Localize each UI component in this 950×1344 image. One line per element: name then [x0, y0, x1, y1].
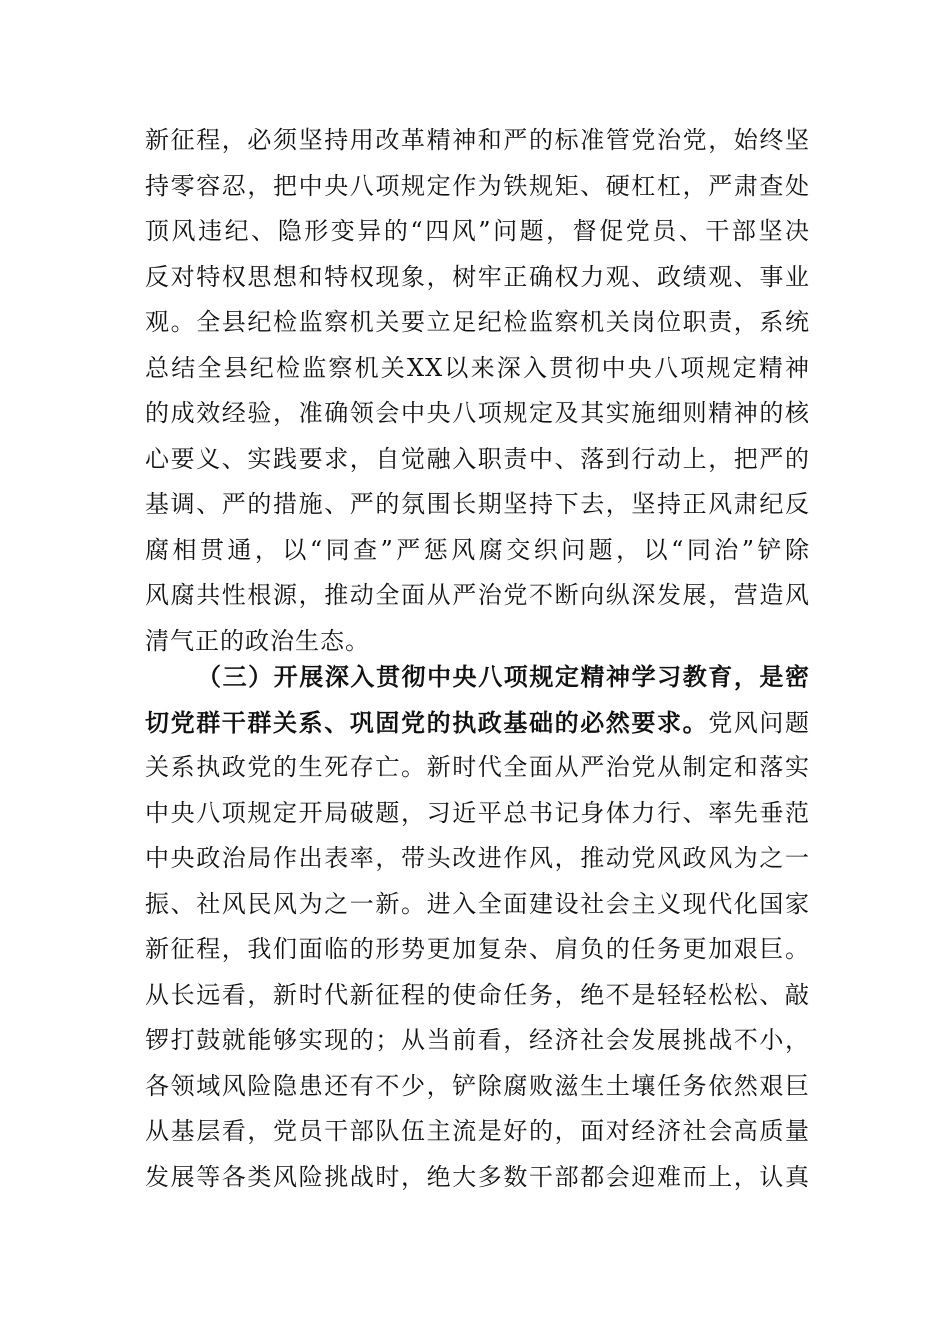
text-line: 腐相贯通，以“同查”严惩风腐交织问题，以“同治”铲除: [145, 535, 810, 564]
text-line: 总结全县纪检监察机关XX以来深入贯彻中央八项规定精神: [145, 353, 810, 382]
paragraph-section-three: [145, 654, 810, 1200]
text-line: 振、社风民风为之一新。进入全面建设社会主义现代化国家: [145, 889, 810, 918]
text-line: 反对特权思想和特权现象，树牢正确权力观、政绩观、事业: [145, 262, 810, 291]
text-line: 从基层看，党员干部队伍主流是好的，面对经济社会高质量: [145, 1117, 810, 1145]
section-body-text: 党风问题: [708, 708, 811, 737]
text-line: 新征程，必须坚持用改革精神和严的标准管党治党，始终坚: [145, 126, 810, 154]
text-line: 顶风违纪、隐形变异的“四风”问题，督促党员、干部坚决: [145, 217, 810, 245]
paragraph-continuation: [145, 118, 810, 664]
text-line: 风腐共性根源，推动全面从严治党不断向纵深发展，营造风: [145, 581, 810, 609]
text-line: 心要义、实践要求，自觉融入职责中、落到行动上，把严的: [145, 444, 810, 473]
text-line: 中央八项规定开局破题，习近平总书记身体力行、率先垂范: [145, 798, 810, 827]
section-heading-continuation: [145, 700, 810, 746]
text-line: 清气正的政治生态。: [145, 626, 370, 655]
section-heading-line: （三）开展深入贯彻中央八项规定精神学习教育，是密: [197, 662, 810, 691]
text-line: 发展等各类风险挑战时，绝大多数干部都会迎难而上，认真: [145, 1162, 810, 1191]
text-line: 关系执政党的生死存亡。新时代全面从严治党从制定和落实: [145, 753, 810, 781]
text-line: 持零容忍，把中央八项规定作为铁规矩、硬杠杠，严肃查处: [145, 171, 810, 200]
text-line: 各领域风险隐患还有不少，铲除腐败滋生土壤任务依然艰巨: [145, 1071, 810, 1100]
text-line: 锣打鼓就能够实现的；从当前看，经济社会发展挑战不小，: [145, 1026, 810, 1054]
text-line: 的成效经验，准确领会中央八项规定及其实施细则精神的核: [145, 399, 810, 427]
text-line: 新征程，我们面临的形势更加复杂、肩负的任务更加艰巨。: [145, 935, 810, 963]
text-line: 基调、严的措施、严的氛围长期坚持下去，坚持正风肃纪反: [145, 490, 810, 518]
text-line: 观。全县纪检监察机关要立足纪检监察机关岗位职责，系统: [145, 308, 810, 336]
text-line: 从长远看，新时代新征程的使命任务，绝不是轻轻松松、敲: [145, 980, 810, 1009]
text-line: 中央政治局作出表率，带头改进作风，推动党风政风为之一: [145, 844, 810, 872]
section-heading-bold-text: 切党群干群关系、巩固党的执政基础的必然要求。: [145, 707, 709, 737]
